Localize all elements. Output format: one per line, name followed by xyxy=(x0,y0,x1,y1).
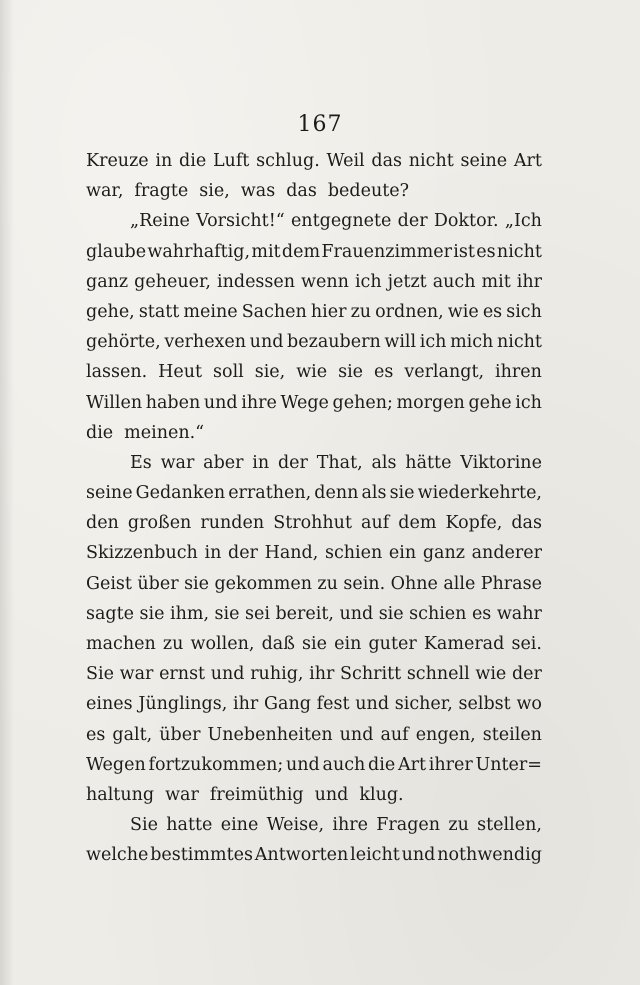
text-line xyxy=(86,423,542,453)
text-word: was xyxy=(240,181,276,202)
text-word: Heut xyxy=(158,362,203,383)
text-word: das xyxy=(286,181,317,202)
text-word: Gedanken xyxy=(135,483,226,504)
text-word: und xyxy=(401,845,436,866)
text-word: sein. xyxy=(343,573,386,594)
text-word: morgen xyxy=(396,392,465,413)
text-word: verhexen xyxy=(164,332,247,353)
text-word: Kopfe, xyxy=(445,513,503,534)
text-word: Skizzenbuch xyxy=(86,543,198,564)
text-word: ich xyxy=(354,271,382,292)
text-line xyxy=(86,604,542,634)
text-word: ernst xyxy=(159,664,206,685)
text-word: steilen xyxy=(482,724,542,745)
text-word: aber xyxy=(203,452,244,473)
text-word: als xyxy=(361,483,387,504)
text-word: ein xyxy=(334,634,362,654)
text-word: war xyxy=(160,452,195,473)
text-line xyxy=(86,211,542,241)
text-line xyxy=(86,634,542,664)
text-word: ist xyxy=(453,241,475,262)
text-word: Kreuze xyxy=(86,151,149,171)
text-word: ihm, xyxy=(169,603,210,624)
text-word: ihrer xyxy=(428,754,473,775)
text-word: und xyxy=(339,603,374,624)
text-word: auch xyxy=(432,271,476,292)
text-word: schlug. xyxy=(256,151,320,171)
text-word: ihre xyxy=(241,392,277,413)
text-word: gehen; xyxy=(332,392,393,413)
text-word: hatte xyxy=(166,815,213,836)
text-word: Ohne xyxy=(390,573,438,594)
text-word: Wegen xyxy=(86,754,146,775)
text-word: auf xyxy=(380,724,409,745)
text-word: über xyxy=(159,724,201,745)
text-word: mit xyxy=(251,241,281,262)
text-word: der xyxy=(511,664,542,685)
text-word: und xyxy=(339,724,374,745)
text-line xyxy=(86,664,542,694)
text-word: und xyxy=(249,332,284,353)
text-word: eines xyxy=(86,694,133,715)
text-word: sie, xyxy=(199,181,230,202)
text-word: den xyxy=(86,513,119,534)
text-word: gekommen xyxy=(214,573,312,594)
text-word: dem xyxy=(398,513,437,534)
page-number: 167 xyxy=(297,112,343,137)
text-word: der xyxy=(228,543,258,564)
text-word: freimüthig xyxy=(209,784,304,805)
text-word: bezaubern xyxy=(287,332,381,353)
text-word: dem xyxy=(281,241,321,262)
text-line xyxy=(86,755,542,785)
text-word: nothwendig xyxy=(437,845,542,866)
text-word: mich xyxy=(450,332,494,353)
text-word: Luft xyxy=(212,151,250,171)
text-word: meine xyxy=(183,301,238,322)
text-word: und xyxy=(203,392,238,413)
text-word: entgegnete xyxy=(290,211,392,232)
text-word: in xyxy=(204,543,222,564)
text-word: Doktor. xyxy=(433,211,499,232)
text-word: welche xyxy=(86,845,149,866)
text-word: Antworten xyxy=(254,845,349,866)
text-word: Sachen xyxy=(241,301,307,322)
text-word: mit xyxy=(481,271,511,292)
text-word: haltung xyxy=(86,784,155,805)
text-word: ordnen, xyxy=(375,301,444,322)
text-word: Hand, xyxy=(264,543,319,564)
text-line xyxy=(86,242,542,272)
text-word: Weil xyxy=(326,151,365,171)
text-word: verlangt, xyxy=(404,362,485,383)
text-word: Jünglings, xyxy=(138,694,228,715)
text-word: galt, xyxy=(112,724,153,745)
text-line xyxy=(86,574,542,604)
text-word: Kamerad xyxy=(423,634,505,654)
text-word: bestimmtes xyxy=(150,845,253,866)
text-word: wie xyxy=(296,362,328,383)
text-word: Art xyxy=(397,754,426,775)
text-word: bedeute? xyxy=(327,181,409,202)
text-word: ihr xyxy=(309,664,335,685)
text-word: Gang xyxy=(264,694,311,715)
text-word: haben xyxy=(145,392,201,413)
text-word: nicht xyxy=(408,151,454,171)
text-word: Fragen xyxy=(376,815,441,836)
text-word: in xyxy=(155,151,173,171)
text-word: sie xyxy=(302,634,327,654)
text-word: fragte xyxy=(134,181,189,202)
text-word: ganz xyxy=(422,543,465,564)
text-word: zu xyxy=(448,815,469,836)
text-word: nicht xyxy=(496,332,542,353)
text-word: sie xyxy=(184,573,209,594)
text-line xyxy=(86,302,542,332)
text-word: soll xyxy=(213,362,244,383)
text-word: war xyxy=(119,664,154,685)
text-word: sie xyxy=(139,603,165,624)
text-word: denn xyxy=(314,483,359,504)
text-word: „Ich xyxy=(504,211,542,232)
text-word: eine xyxy=(220,815,259,836)
text-word: Es xyxy=(130,452,152,473)
text-word: die xyxy=(86,422,114,443)
text-word: Unter= xyxy=(475,754,542,775)
text-word: zu xyxy=(317,573,338,594)
text-word: sich xyxy=(506,301,542,322)
text-word: schien xyxy=(409,603,467,624)
text-word: sicher, xyxy=(394,694,453,715)
text-word: Schritt xyxy=(340,664,402,685)
text-word: über xyxy=(137,573,179,594)
text-word: Art xyxy=(513,151,542,171)
text-word: selbst xyxy=(458,694,511,715)
text-line xyxy=(86,181,542,211)
text-line xyxy=(86,483,542,513)
text-word: will xyxy=(384,332,417,353)
text-word: als xyxy=(371,452,397,473)
text-word: klug. xyxy=(359,784,404,805)
text-word: und xyxy=(210,664,245,685)
text-word: Sie xyxy=(86,664,114,685)
text-word: anderer xyxy=(471,543,542,564)
text-word: gehörte, xyxy=(86,332,161,353)
text-word: Willen xyxy=(86,392,143,413)
text-word: wollen, xyxy=(190,634,255,654)
text-word: seine xyxy=(460,151,508,171)
text-word: gehe, xyxy=(86,301,135,322)
text-word: sagte xyxy=(86,603,135,624)
text-word: stellen, xyxy=(477,815,542,836)
text-word: geheuer, xyxy=(134,271,211,292)
text-word: statt xyxy=(138,301,180,322)
text-word: wo xyxy=(516,694,542,715)
text-word: fortzukommen; xyxy=(148,754,284,775)
text-word: sie xyxy=(378,603,404,624)
text-word: daß xyxy=(261,634,295,654)
text-word: großen xyxy=(127,513,192,534)
text-word: Wege xyxy=(280,392,329,413)
text-word: es xyxy=(482,301,503,322)
text-word: ruhig, xyxy=(250,664,304,685)
text-word: runden xyxy=(200,513,265,534)
text-line xyxy=(86,543,542,573)
text-word: sei. xyxy=(511,634,542,654)
text-word: alle xyxy=(443,573,476,594)
text-word: ihr xyxy=(516,271,542,292)
text-word: That, xyxy=(316,452,363,473)
text-word: der xyxy=(397,211,428,232)
text-word: Strohhut xyxy=(273,513,352,534)
text-word: „Reine xyxy=(130,211,190,232)
text-word: meinen.“ xyxy=(124,422,205,443)
text-word: sie xyxy=(214,603,240,624)
text-word: schien xyxy=(324,543,383,564)
text-word: wenn xyxy=(301,271,349,292)
text-word: es xyxy=(374,362,394,383)
text-word: engen, xyxy=(415,724,476,745)
text-word: schnell xyxy=(406,664,470,685)
text-line xyxy=(86,694,542,724)
text-line xyxy=(86,151,542,181)
text-word: die xyxy=(179,151,207,171)
text-word: Geist xyxy=(86,573,132,594)
text-word: und xyxy=(355,694,390,715)
text-word: jetzt xyxy=(387,271,427,292)
text-word: gehe xyxy=(468,392,512,413)
text-word: sie, xyxy=(254,362,286,383)
text-word: ihre xyxy=(332,815,368,836)
text-word: indessen xyxy=(217,271,296,292)
text-word: war, xyxy=(86,181,124,202)
text-word: Unebenheiten xyxy=(207,724,333,745)
text-word: sie xyxy=(389,483,415,504)
text-word: Phrase xyxy=(480,573,542,594)
text-word: bereit, xyxy=(275,603,334,624)
text-word: zu xyxy=(350,301,372,322)
text-word: und xyxy=(314,784,349,805)
text-word: Vorsicht!“ xyxy=(196,211,285,232)
text-word: Sie xyxy=(130,815,158,836)
text-word: das xyxy=(371,151,403,171)
text-word: guter xyxy=(368,634,417,654)
text-word: hier xyxy=(310,301,347,322)
text-word: zu xyxy=(162,634,184,654)
text-line xyxy=(86,725,542,755)
text-word: wahrhaftig, xyxy=(147,241,251,262)
text-word: auf xyxy=(361,513,390,534)
text-word: leicht xyxy=(350,845,400,866)
text-word: ihren xyxy=(495,362,542,383)
text-word: glaube xyxy=(86,241,147,262)
text-word: die xyxy=(368,754,396,775)
text-word: wahr xyxy=(496,603,542,624)
text-line xyxy=(86,845,542,875)
text-line xyxy=(86,332,542,362)
text-word: Frauenzimmer xyxy=(321,241,452,262)
text-word: wiederkehrte, xyxy=(417,483,542,504)
text-word: machen xyxy=(86,634,156,654)
text-word: sie xyxy=(338,362,364,383)
text-word: wie xyxy=(447,301,479,322)
body-text xyxy=(86,151,542,876)
text-word: war xyxy=(165,784,199,805)
text-word: ganz xyxy=(86,271,129,292)
text-line xyxy=(86,785,542,815)
text-word: ich xyxy=(419,332,447,353)
text-line xyxy=(86,513,542,543)
text-word: lassen. xyxy=(86,362,148,383)
text-word: seine xyxy=(86,483,133,504)
text-word: Viktorine xyxy=(460,452,542,473)
text-word: ich xyxy=(515,392,542,413)
text-word: fest xyxy=(316,694,350,715)
text-line xyxy=(86,453,542,483)
text-word: ihr xyxy=(233,694,259,715)
text-word: auch xyxy=(322,754,366,775)
text-word: nicht xyxy=(496,241,542,262)
text-word: es xyxy=(471,603,492,624)
text-word: ein xyxy=(388,543,417,564)
text-word: und xyxy=(286,754,320,775)
text-line xyxy=(86,393,542,423)
text-word: in xyxy=(252,452,270,473)
text-word: es xyxy=(86,724,106,745)
text-word: errathen, xyxy=(228,483,312,504)
text-line xyxy=(86,362,542,392)
text-word: wie xyxy=(475,664,507,685)
text-word: das xyxy=(511,513,542,534)
page-gutter-shadow xyxy=(0,0,14,985)
text-word: Weise, xyxy=(266,815,325,836)
text-word: der xyxy=(277,452,308,473)
text-line xyxy=(86,815,542,845)
text-word: sei xyxy=(244,603,270,624)
text-line xyxy=(86,272,542,302)
text-word: es xyxy=(476,241,496,262)
text-word: hätte xyxy=(405,452,452,473)
